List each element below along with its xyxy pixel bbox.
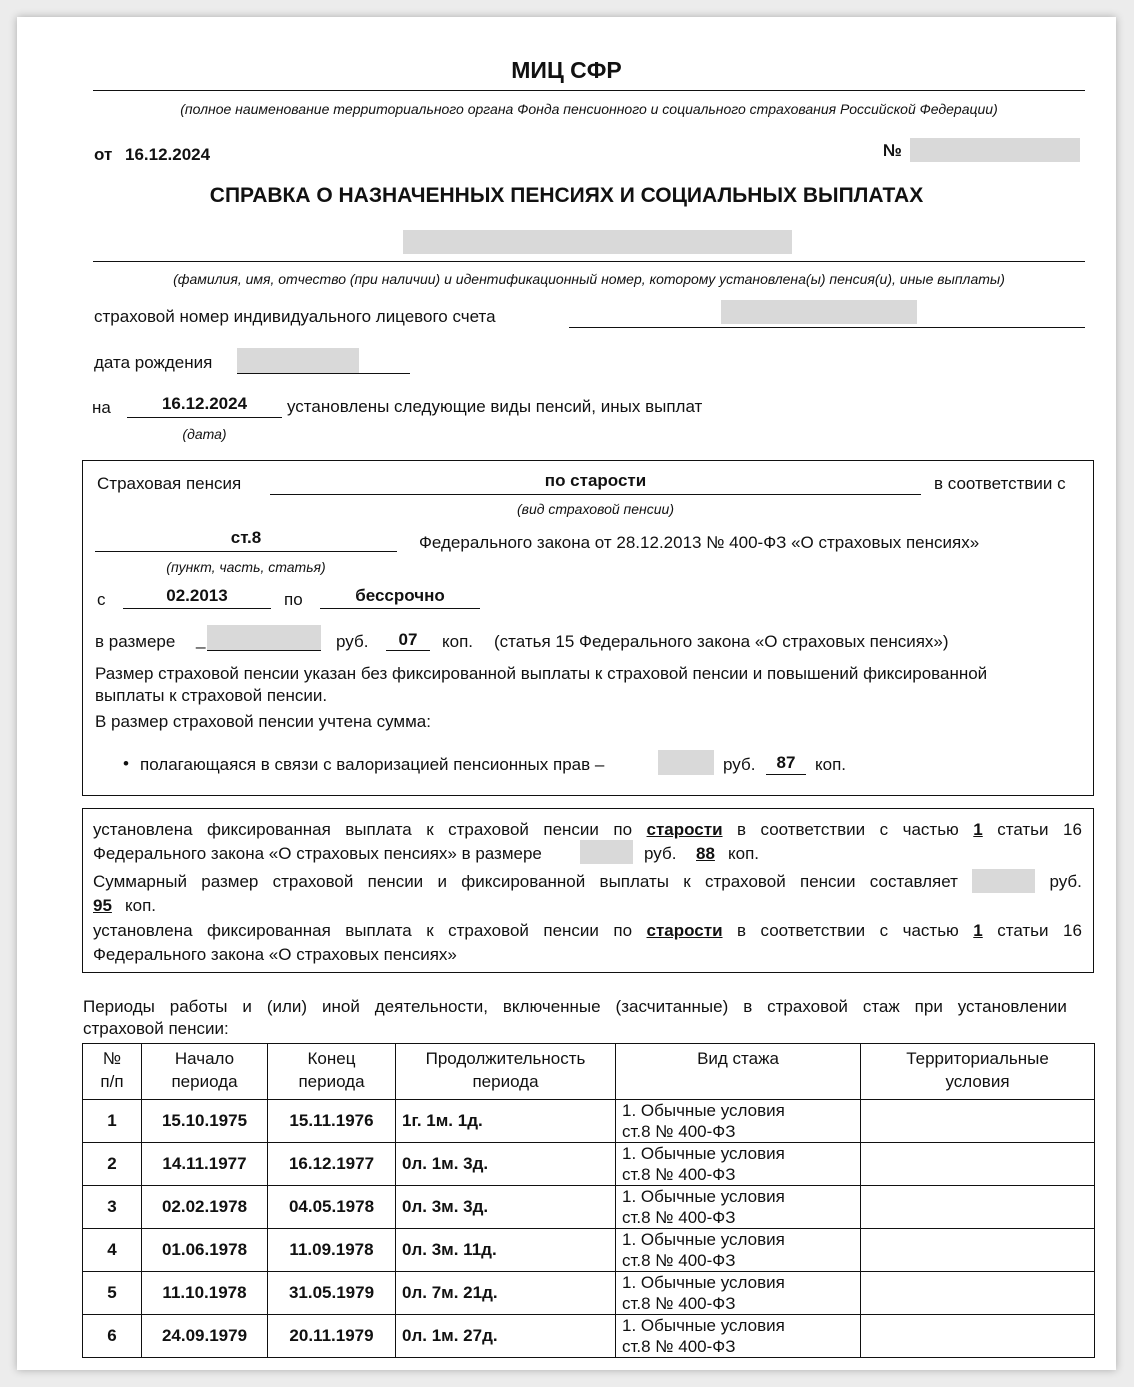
- territorial-conditions: [861, 1272, 1095, 1315]
- kop-underline: [386, 650, 430, 651]
- word: установлена: [93, 820, 193, 839]
- period-end: 16.12.1977: [268, 1143, 396, 1186]
- period-to: бессрочно: [355, 586, 445, 605]
- word: работы: [169, 997, 228, 1016]
- fixed-kop: коп.: [728, 844, 760, 863]
- kind-line-2: ст.8 № 400-ФЗ: [622, 1251, 736, 1270]
- word: фиксированная: [207, 921, 331, 940]
- word: по: [613, 820, 633, 839]
- kind-line-1: 1. Обычные условия: [622, 1101, 785, 1120]
- fixed-line-6: Федерального закона «О страховых пенсиях»: [93, 945, 457, 964]
- territorial-conditions: [861, 1100, 1095, 1143]
- word: в: [737, 820, 747, 839]
- word: страховой: [448, 921, 529, 940]
- law-reference: Федерального закона от 28.12.2013 № 400-ФЗ «О страховых пенсиях»: [419, 533, 980, 552]
- as-of-underline: [127, 417, 282, 418]
- period-duration: 0л. 1м. 3д.: [396, 1143, 616, 1186]
- valorization-kop-value: 87: [776, 753, 796, 772]
- header-text: Продолжительность периода: [425, 1049, 586, 1091]
- org-caption: (полное наименование территориального органа Фонда пенсионного и социального страхования Российской Федерации): [180, 101, 998, 117]
- fixed-kop-value: 88: [696, 844, 715, 863]
- periods-intro: [83, 997, 1067, 1017]
- amount-note: (статья 15 Федерального закона «О страховых пенсиях»): [494, 632, 949, 651]
- org-underline: [93, 90, 1085, 91]
- article-value: ст.8: [230, 528, 262, 547]
- snils-underline: [569, 327, 1085, 328]
- word: страховой: [704, 872, 786, 891]
- part-number: 1: [973, 820, 983, 839]
- period-start: 24.09.1979: [142, 1315, 268, 1358]
- valorization-text: полагающаяся в связи с валоризацией пенсионных прав –: [140, 755, 605, 774]
- as-of-text: установлены следующие виды пенсий, иных выплат: [287, 397, 703, 416]
- amount-prefix: _: [196, 630, 206, 649]
- insurance-pension-box: [82, 460, 1094, 796]
- total-kop-value: 95: [93, 896, 112, 915]
- word: соответствии: [760, 921, 866, 940]
- territorial-conditions: [861, 1186, 1095, 1229]
- article-underline: [95, 551, 397, 552]
- row-number: 2: [83, 1143, 142, 1186]
- kind-line-2: ст.8 № 400-ФЗ: [622, 1165, 736, 1184]
- word: размер: [201, 872, 259, 891]
- fixed-payment-box: [82, 808, 1094, 973]
- row-number: 3: [83, 1186, 142, 1229]
- as-of-prefix: на: [92, 398, 111, 417]
- column-header-kind: [616, 1044, 861, 1100]
- word: составляет: [869, 872, 958, 891]
- period-end: 11.09.1978: [268, 1229, 396, 1272]
- row-number: 5: [83, 1272, 142, 1315]
- redacted-fixed-amount: [580, 840, 633, 864]
- conformity-text: в соответствии с: [934, 474, 1066, 493]
- valorization-kop: коп.: [815, 755, 847, 774]
- valorization-rub: руб.: [723, 755, 756, 774]
- column-header-territorial: [861, 1044, 1095, 1100]
- word: статьи: [997, 820, 1049, 839]
- total-rub: руб.: [1049, 872, 1082, 891]
- periods-intro-line-2: страховой пенсии:: [83, 1019, 229, 1038]
- word: включенные: [502, 997, 601, 1016]
- pension-label: Страховая пенсия: [97, 474, 242, 493]
- periods-table: [82, 1043, 1095, 1358]
- word: иной: [322, 997, 360, 1016]
- as-of-date: 16.12.2024: [161, 394, 248, 413]
- from-underline: [123, 608, 271, 609]
- experience-kind: [616, 1315, 861, 1358]
- header-text: Территориальные условия: [906, 1049, 1049, 1091]
- word: выплата: [345, 921, 412, 940]
- word: к: [426, 820, 434, 839]
- word: соответствии: [760, 820, 866, 839]
- bullet: •: [123, 754, 129, 773]
- table-row: [83, 1272, 1095, 1315]
- pension-type-caption: (вид страховой пенсии): [517, 501, 674, 517]
- total-kop: коп.: [125, 896, 157, 915]
- redacted-person-name: [403, 230, 792, 254]
- experience-kind: [616, 1272, 861, 1315]
- column-header-number: [83, 1044, 142, 1100]
- word: деятельности,: [374, 997, 488, 1016]
- amount-kop-value: 07: [398, 630, 418, 649]
- territorial-conditions: [861, 1229, 1095, 1272]
- word: 16: [1063, 820, 1082, 839]
- kind-line-1: 1. Обычные условия: [622, 1230, 785, 1249]
- note-line-3: В размер страховой пенсии учтена сумма:: [95, 712, 431, 731]
- row-number: 6: [83, 1315, 142, 1358]
- word: выплата: [345, 820, 412, 839]
- word: статьи: [997, 921, 1049, 940]
- experience-kind: [616, 1229, 861, 1272]
- word: и: [242, 997, 252, 1016]
- amount-rub: руб.: [336, 632, 369, 651]
- as-of-caption: (дата): [182, 426, 227, 442]
- period-start: 14.11.1977: [142, 1143, 268, 1186]
- amount-underline: [207, 650, 321, 651]
- document-title: СПРАВКА О НАЗНАЧЕННЫХ ПЕНСИЯХ И СОЦИАЛЬНЫХ ВЫПЛАТАХ: [209, 184, 924, 207]
- column-header-duration: [396, 1044, 616, 1100]
- date-prefix: от: [94, 145, 113, 164]
- territorial-conditions: [861, 1143, 1095, 1186]
- word: с: [879, 921, 889, 940]
- person-underline: [93, 261, 1085, 262]
- word: выплаты: [599, 872, 669, 891]
- experience-kind: [616, 1143, 861, 1186]
- word: Суммарный: [93, 872, 187, 891]
- to-underline: [320, 608, 480, 609]
- pension-type: по старости: [544, 471, 647, 490]
- experience-kind: [616, 1186, 861, 1229]
- word: частью: [902, 820, 959, 839]
- valorization-kop-underline: [766, 774, 806, 775]
- pension-type-value-2: старости: [646, 921, 723, 940]
- word: фиксированная: [207, 820, 331, 839]
- period-end: 15.11.1976: [268, 1100, 396, 1143]
- word: Периоды: [83, 997, 155, 1016]
- kind-line-2: ст.8 № 400-ФЗ: [622, 1208, 736, 1227]
- column-header-end: [268, 1044, 396, 1100]
- period-start: 15.10.1975: [142, 1100, 268, 1143]
- column-header-start: [142, 1044, 268, 1100]
- fixed-line-2: Федерального закона «О страховых пенсиях» в размере: [93, 844, 542, 863]
- redacted-amount: [207, 625, 321, 650]
- redacted-birth-date: [237, 348, 359, 373]
- word: установлена: [93, 921, 193, 940]
- word: страховой: [448, 820, 529, 839]
- redacted-total-amount: [972, 869, 1035, 893]
- kind-line-2: ст.8 № 400-ФЗ: [622, 1337, 736, 1356]
- snils-label: страховой номер индивидуального лицевого счета: [94, 307, 496, 326]
- birth-label: дата рождения: [94, 353, 213, 372]
- territorial-conditions: [861, 1315, 1095, 1358]
- table-row: [83, 1143, 1095, 1186]
- word: по: [613, 921, 633, 940]
- period-duration: 0л. 3м. 11д.: [396, 1229, 616, 1272]
- kind-line-1: 1. Обычные условия: [622, 1144, 785, 1163]
- period-start: 11.10.1978: [142, 1272, 268, 1315]
- header-text: Начало периода: [171, 1049, 238, 1091]
- pension-type-value: старости: [646, 820, 723, 839]
- period-duration: 0л. 1м. 27д.: [396, 1315, 616, 1358]
- header-text: Вид стажа: [697, 1049, 779, 1068]
- pension-type-underline: [270, 494, 921, 495]
- period-start: 01.06.1978: [142, 1229, 268, 1272]
- table-header-row: [83, 1044, 1095, 1100]
- table-row: [83, 1186, 1095, 1229]
- organization-name: МИЦ СФР: [511, 57, 622, 83]
- word: при: [914, 997, 943, 1016]
- part-number-2: 1: [973, 921, 983, 940]
- kind-line-2: ст.8 № 400-ФЗ: [622, 1294, 736, 1313]
- birth-underline: [237, 373, 410, 374]
- kind-line-1: 1. Обычные условия: [622, 1187, 785, 1206]
- period-from: 02.2013: [166, 586, 228, 605]
- word: стаж: [862, 997, 900, 1016]
- period-end: 31.05.1979: [268, 1272, 396, 1315]
- redacted-valorization-amount: [658, 750, 714, 775]
- table-row: [83, 1229, 1095, 1272]
- document-page: [17, 17, 1116, 1370]
- word: в: [743, 997, 753, 1016]
- period-end: 04.05.1978: [268, 1186, 396, 1229]
- total-line: [93, 872, 1082, 893]
- redacted-number: [910, 138, 1080, 162]
- word: частью: [902, 921, 959, 940]
- table-row: [83, 1100, 1095, 1143]
- row-number: 4: [83, 1229, 142, 1272]
- kind-line-1: 1. Обычные условия: [622, 1316, 785, 1335]
- from-label: с: [97, 590, 106, 609]
- fixed-rub: руб.: [644, 844, 677, 863]
- word: (или): [266, 997, 308, 1016]
- person-caption: (фамилия, имя, отчество (при наличии) и идентификационный номер, которому установлена(ы) пенсия(и), иные выплаты): [173, 271, 1005, 287]
- word: пенсии: [543, 820, 599, 839]
- word: фиксированной: [461, 872, 586, 891]
- period-duration: 0л. 7м. 21д.: [396, 1272, 616, 1315]
- word: и: [437, 872, 447, 891]
- word: (засчитанные): [615, 997, 729, 1016]
- period-duration: 1г. 1м. 1д.: [396, 1100, 616, 1143]
- table-row: [83, 1315, 1095, 1358]
- redacted-snils: [721, 300, 917, 324]
- document-date: 16.12.2024: [125, 145, 211, 164]
- word: пенсии: [799, 872, 856, 891]
- period-duration: 0л. 3м. 3д.: [396, 1186, 616, 1229]
- word: к: [426, 921, 434, 940]
- note-line-2: выплаты к страховой пенсии.: [95, 686, 328, 705]
- header-text: № п/п: [100, 1049, 124, 1091]
- fixed-line-5: [93, 921, 1082, 941]
- article-caption: (пункт, часть, статья): [166, 559, 326, 575]
- number-label: №: [883, 141, 902, 160]
- amount-kop: коп.: [442, 632, 474, 651]
- kind-line-1: 1. Обычные условия: [622, 1273, 785, 1292]
- period-end: 20.11.1979: [268, 1315, 396, 1358]
- period-start: 02.02.1978: [142, 1186, 268, 1229]
- row-number: 1: [83, 1100, 142, 1143]
- word: с: [879, 820, 889, 839]
- word: к: [683, 872, 691, 891]
- note-line-1: Размер страховой пенсии указан без фиксированной выплаты к страховой пенсии и повышений фиксированной: [95, 664, 988, 683]
- word: пенсии: [543, 921, 599, 940]
- word: страховой: [272, 872, 354, 891]
- word: установлении: [957, 997, 1067, 1016]
- word: страховой: [767, 997, 848, 1016]
- word: пенсии: [367, 872, 424, 891]
- word: 16: [1063, 921, 1082, 940]
- kind-line-2: ст.8 № 400-ФЗ: [622, 1122, 736, 1141]
- to-label: по: [284, 590, 303, 609]
- experience-kind: [616, 1100, 861, 1143]
- word: в: [737, 921, 747, 940]
- fixed-line-1: [93, 820, 1082, 840]
- amount-label: в размере: [95, 632, 176, 651]
- header-text: Конец периода: [298, 1049, 365, 1091]
